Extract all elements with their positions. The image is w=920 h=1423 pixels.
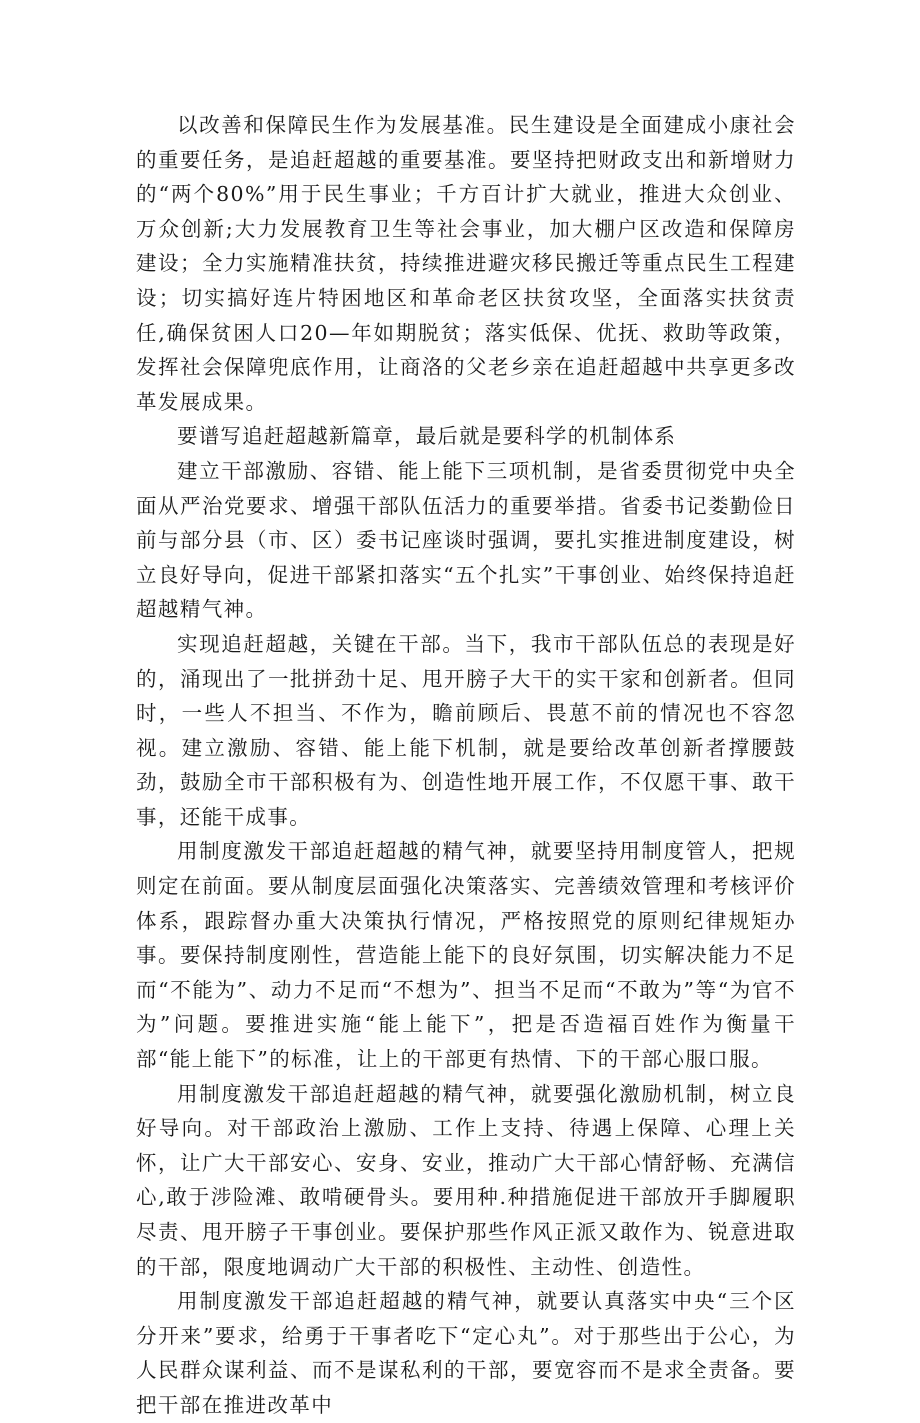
paragraph-three-distinctions: 用制度激发干部追赶超越的精气神，就要认真落实中央“三个区分开来”要求，给勇于干事者吃下“定心丸”。对于那些出于公心，为人民群众谋利益、而不是谋私利的干部，要宽容而不是求全责备。要把干部在推进改革中 [136,1289,796,1417]
paragraph-cadres-key: 实现追赶超越，关键在干部。当下，我市干部队伍总的表现是好的，涌现出了一批拼劲十足、甩开膀子大干的实干家和创新者。但同时，一些人不担当、不作为，瞻前顾后、畏葸不前的情况也不容忽视。建立激励、容错、能上能下机制，就是要给改革创新者撑腰鼓劲，鼓励全市干部积极有为、创造性地开展工作，不仅愿干事、敢干事，还能干成事。 [136,631,796,829]
paragraph-livelihood: 以改善和保障民生作为发展基准。民生建设是全面建成小康社会的重要任务，是追赶超越的重要基准。要坚持把财政支出和新增财力的“两个80%”用于民生事业；千方百计扩大就业，推进大众创业、万众创新;大力发展教育卫生等社会事业，加大棚户区改造和保障房建设；全力实施精准扶贫，持续推进避灾移民搬迁等重点民生工程建设；切实搞好连片特困地区和革命老区扶贫攻坚，全面落实扶贫责任,确保贫困人口20—年如期脱贫；落实低保、优抚、救助等政策，发挥社会保障兜底作用，让商洛的父老乡亲在追赶超越中共享更多改革发展成果。 [136,113,796,414]
paragraph-rules-first: 用制度激发干部追赶超越的精气神，就要坚持用制度管人，把规则定在前面。要从制度层面强化决策落实、完善绩效管理和考核评价体系，跟踪督办重大决策执行情况，严格按照党的原则纪律规矩办事。要保持制度刚性，营造能上能下的良好氛围，切实解决能力不足而“不能为”、动力不足而“不想为”、担当不足而“不敢为”等“为官不为”问题。要推进实施“能上能下”，把是否造福百姓作为衡量干部“能上能下”的标准，让上的干部更有热情、下的干部心服口服。 [136,839,796,1072]
paragraph-incentive-mechanism: 用制度激发干部追赶超越的精气神，就要强化激励机制，树立良好导向。对干部政治上激励、工作上支持、待遇上保障、心理上关怀，让广大干部安心、安身、安业，推动广大干部心情舒畅、充满信心,敢于涉险滩、敢啃硬骨头。要用种.种措施促进干部放开手脚履职尽责、甩开膀子干事创业。要保护那些作风正派又敢作为、锐意进取的干部，限度地调动广大干部的积极性、主动性、创造性。 [136,1081,796,1279]
document-page [136,108,796,1423]
paragraph-section-heading: 要谱写追赶超越新篇章，最后就是要科学的机制体系 [177,424,677,449]
paragraph-three-mechanisms: 建立干部激励、容错、能上能下三项机制，是省委贯彻党中央全面从严治党要求、增强干部队伍活力的重要举措。省委书记娄勤俭日前与部分县（市、区）委书记座谈时强调，要扎实推进制度建设，树立良好导向，促进干部紧扣落实“五个扎实”干事创业、始终保持追赶超越精气神。 [136,458,796,622]
